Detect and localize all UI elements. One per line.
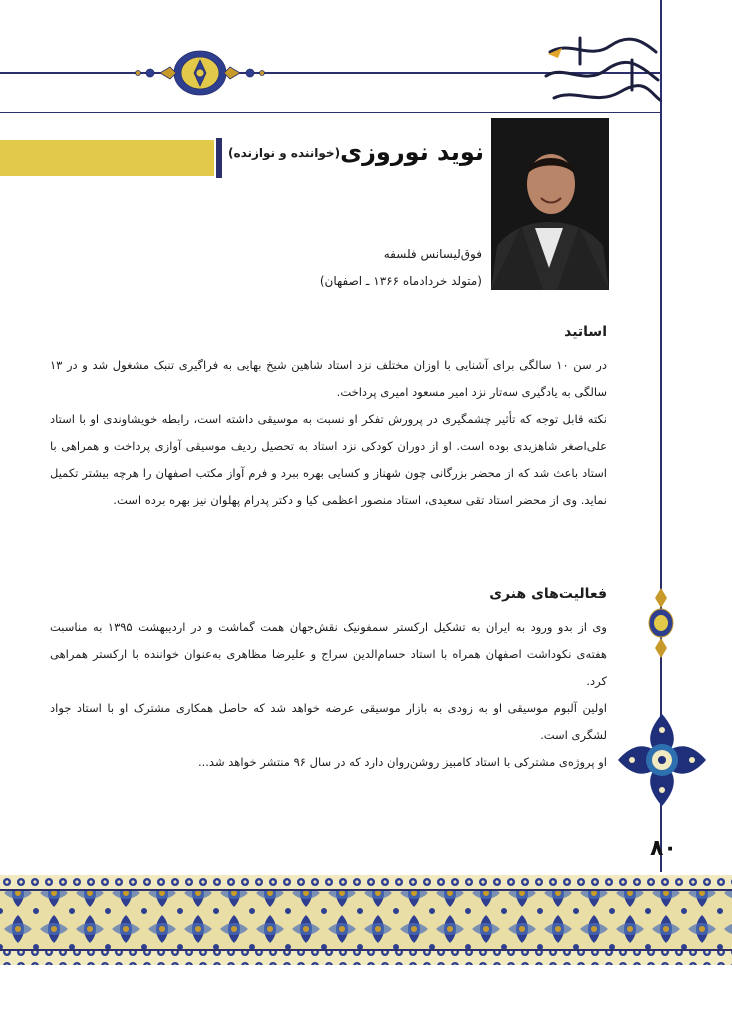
title-accent-bar xyxy=(0,140,214,176)
teachers-paragraph-2: نکته قابل توجه که تأثیر چشمگیری در پرورش تفکر او نسبت به موسیقی داشته است، رابطه خویشاوندی او با استاد علی‌اصغر شاهزیدی بوده است. او از دوران کودکی نزد استاد به تحصیل ردیف موسیقی آوازی پرداخت و همراهی با استاد باعث شد که از محضر بزرگانی چون شهناز و کسایی بهره ببرد و فرم آواز مکتب اصفهان را هرچه بیشتر تکمیل نماید. وی از محضر استاد تقی سعیدی، استاد منصور اعظمی کیا و دکتر پدرام پهلوان نیز بهره برده است. xyxy=(50,412,607,507)
magazine-logo xyxy=(540,30,664,110)
birth-line: (متولد خردادماه ۱۳۶۶ ـ اصفهان) xyxy=(319,274,482,288)
person-name: نوید نوروزی xyxy=(340,138,484,166)
decorative-tile-border xyxy=(0,875,732,965)
activities-heading: فعالیت‌های هنری xyxy=(489,586,607,602)
teachers-body xyxy=(50,352,607,514)
activities-paragraph-1: وی از بدو ورود به ایران به تشکیل ارکستر سمفونیک نقش‌جهان همت گماشت و در اردیبهشت ۱۳۹۵ به مناسبت هفته‌ی نکوداشت اصفهان همراه با استاد حسام‌الدین سراج و علیرضا مظاهری به‌عنوان خواننده با ارکستر همراهی کرد. xyxy=(50,620,607,688)
activities-paragraph-3: او پروژه‌ی مشترکی با استاد کامبیز روشن‌روان دارد که در سال ۹۶ منتشر خواهد شد... xyxy=(197,755,607,769)
portrait-photo xyxy=(491,118,609,290)
side-ornament-icon xyxy=(646,578,676,668)
header-rule-thin xyxy=(0,112,662,113)
teachers-paragraph-1: در سن ۱۰ سالگی برای آشنایی با اوزان مختلف نزد استاد شاهین شیخ بهایی به فراگیری تنبک مشغول شد و در ۱۳ سالگی به یادگیری سه‌تار نزد امیر مسعود امیری پرداخت. xyxy=(50,358,607,399)
education-line: فوق‌لیسانس فلسفه xyxy=(383,247,482,261)
activities-body xyxy=(50,614,607,776)
header-ornament-icon xyxy=(126,48,274,98)
person-role: (خواننده و نوازنده) xyxy=(228,146,341,160)
page-number: ۸۰ xyxy=(650,836,677,861)
activities-paragraph-2: اولین آلبوم موسیقی او به زودی به بازار موسیقی عرضه خواهد شد که حاصل همکاری مشترک او با استاد جواد لشگری است. xyxy=(50,701,607,742)
title-accent-stripe xyxy=(216,138,222,178)
teachers-heading: اساتید xyxy=(564,324,607,340)
medallion-ornament-icon xyxy=(618,712,706,808)
